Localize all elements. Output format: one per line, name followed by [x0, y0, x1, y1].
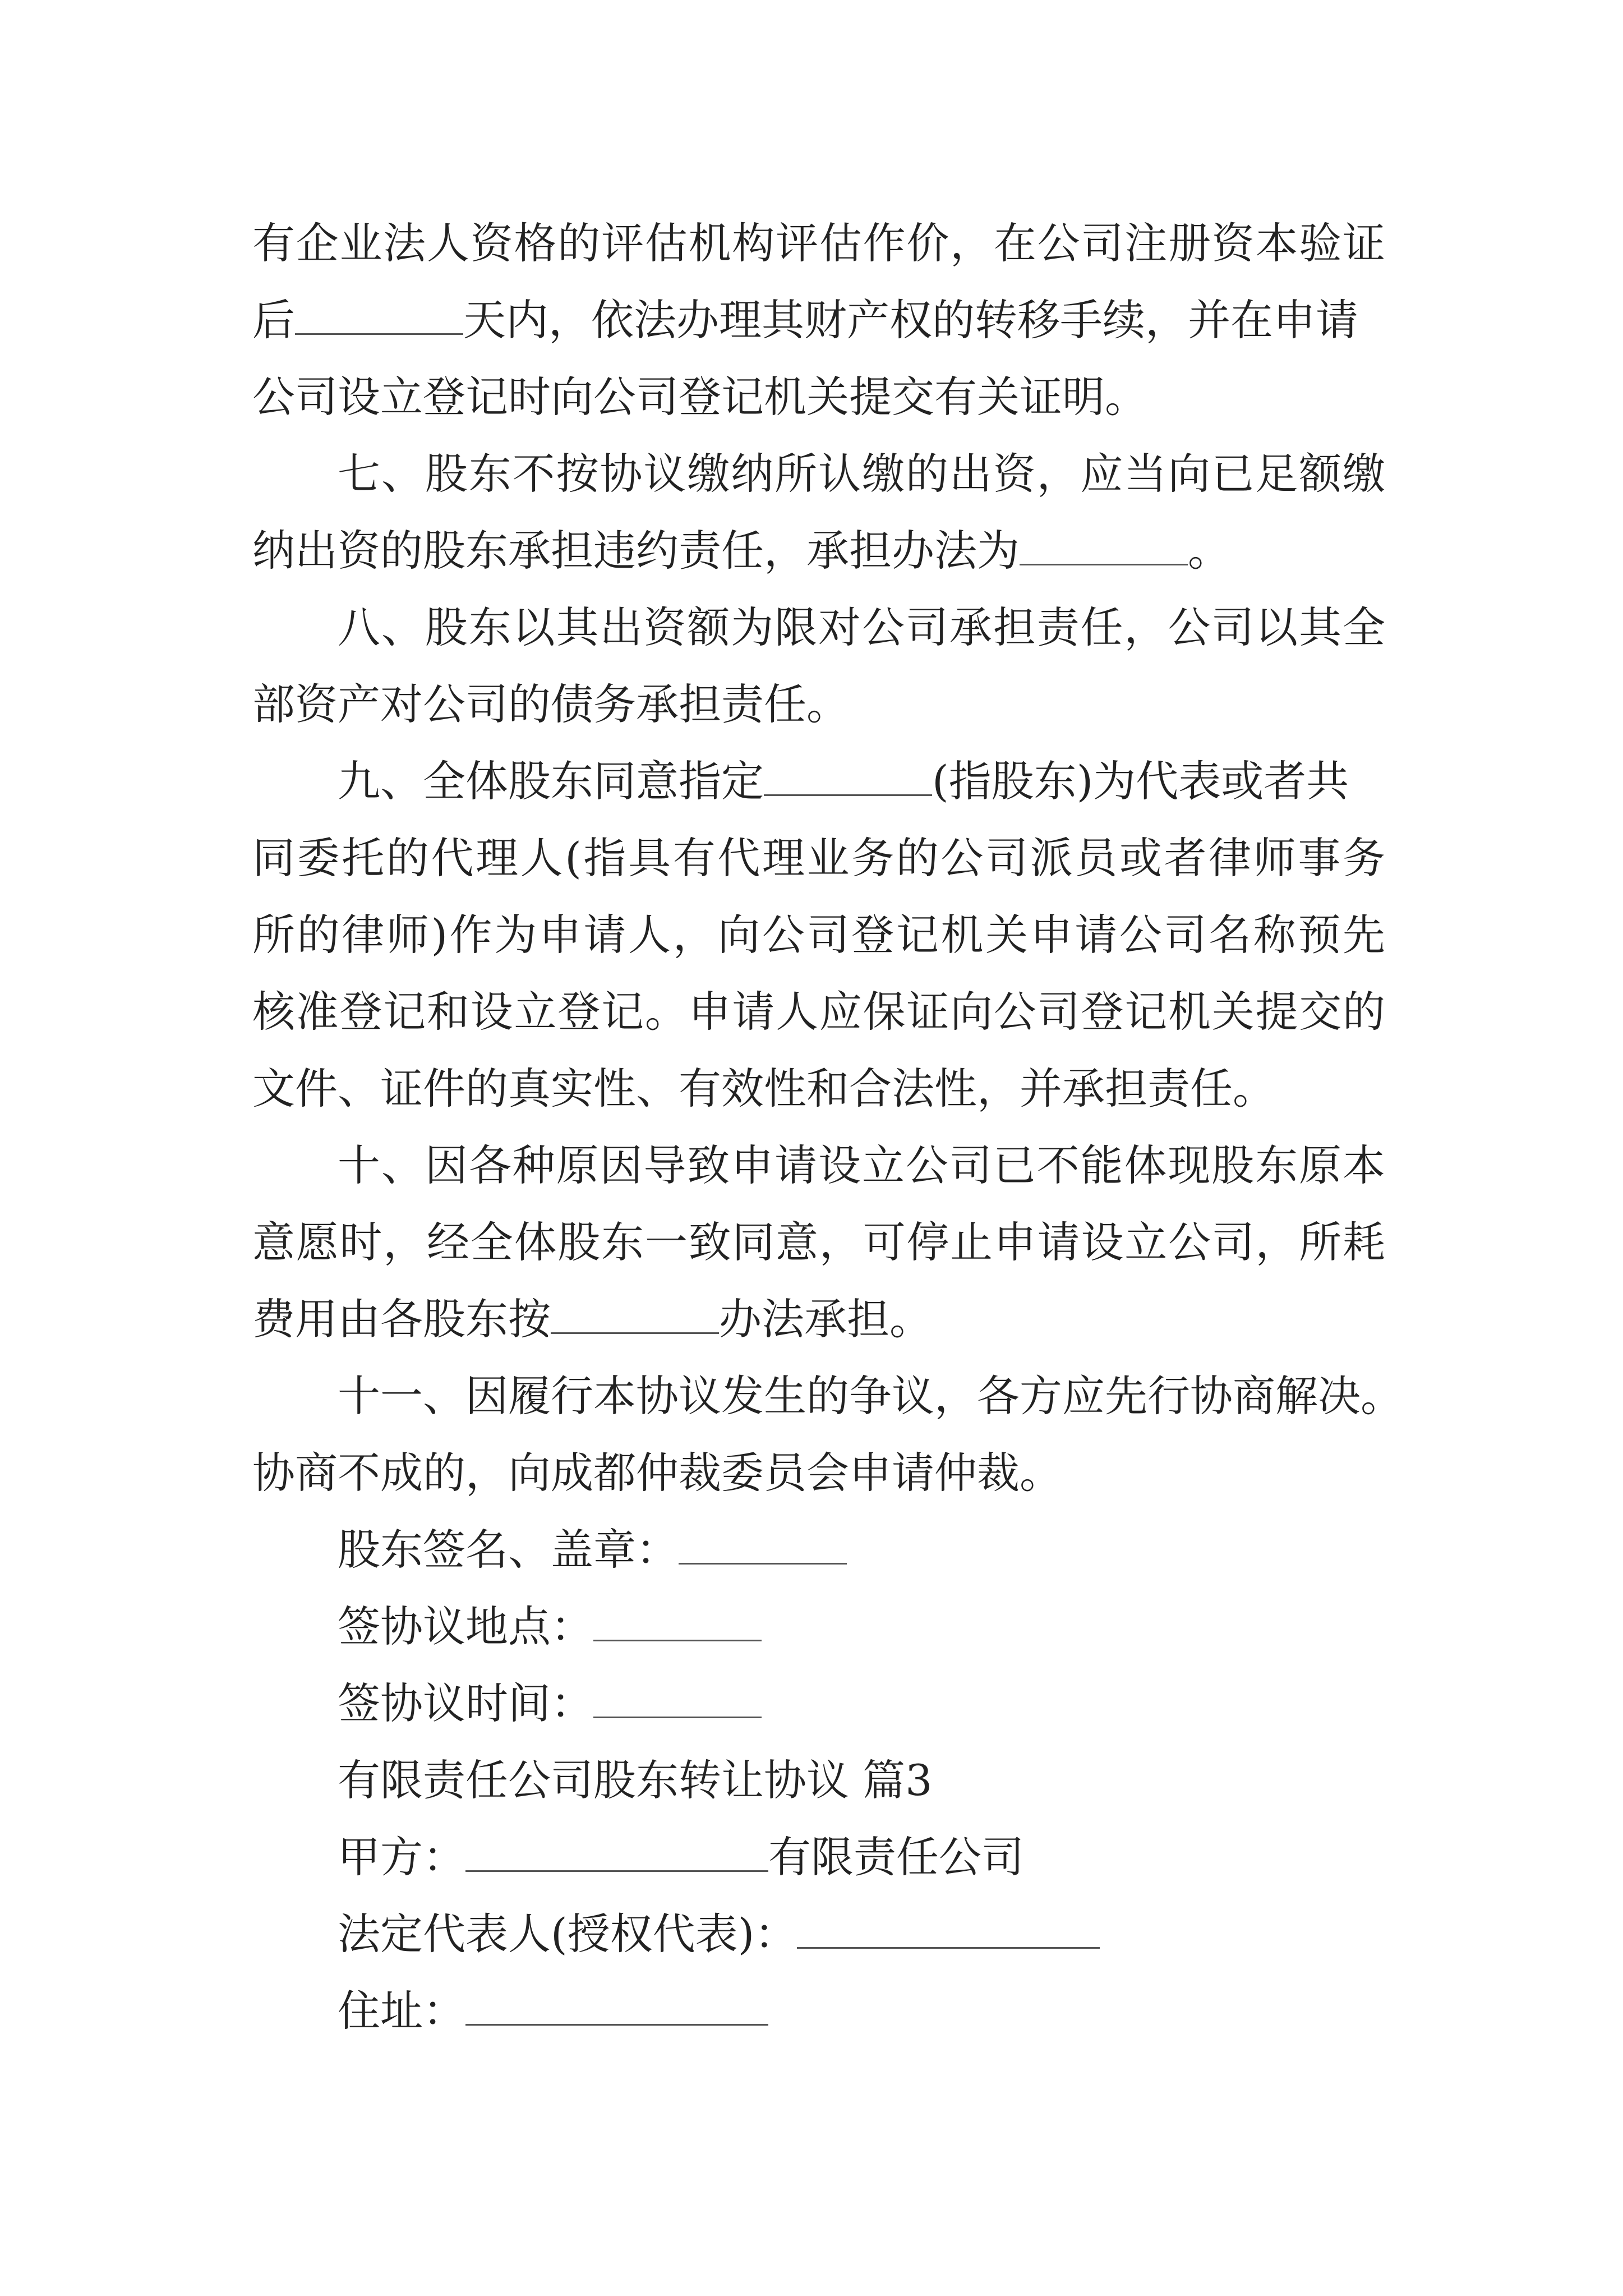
signing-place-line [252, 1588, 1385, 1665]
text-line [252, 1050, 1385, 1127]
line-text: 有限责任公司 [768, 1832, 1024, 1882]
text-line [252, 282, 1385, 358]
line-text: 八、股东以其出资额为限对公司承担责任，公司以其全 [338, 602, 1385, 652]
line-text: 协商不成的，向成都仲裁委员会申请仲裁。 [252, 1448, 1062, 1498]
address-line [252, 1972, 1385, 2049]
line-text: 天内，依法办理其财产权的转移手续，并在申请 [463, 295, 1358, 345]
clause-8-start [252, 589, 1385, 666]
clause-7-start [252, 435, 1385, 512]
blank-field-method [1020, 530, 1188, 565]
line-text: 纳出资的股东承担违约责任，承担办法为 [252, 526, 1020, 576]
text-line [252, 896, 1385, 973]
text-line [252, 1434, 1385, 1511]
line-text: 七、股东不按协议缴纳所认缴的出资，应当向已足额缴 [338, 449, 1385, 499]
blank-field-days [295, 300, 463, 335]
line-text: 部资产对公司的债务承担责任。 [252, 679, 849, 729]
text-line [252, 666, 1385, 743]
signature-line [252, 1511, 1385, 1588]
line-text: 文件、证件的真实性、有效性和合法性，并承担责任。 [252, 1064, 1275, 1114]
blank-field-address [465, 1990, 768, 2026]
party-a-line [252, 1819, 1385, 1895]
line-text: 公司设立登记时向公司登记机关提交有关证明。 [252, 372, 1147, 422]
line-text: 签协议时间： [338, 1678, 593, 1728]
line-text: 九、全体股东同意指定 [338, 756, 764, 806]
line-text: 意愿时，经全体股东一致同意，可停止申请设立公司，所耗 [252, 1217, 1385, 1267]
line-text: 股东签名、盖章： [338, 1525, 679, 1575]
blank-field-signature [679, 1529, 847, 1565]
blank-field-place [593, 1606, 762, 1641]
section-heading [252, 1742, 1385, 1819]
clause-10-start [252, 1127, 1385, 1204]
blank-field-date [593, 1683, 762, 1718]
line-text: 。 [1188, 526, 1230, 576]
legal-rep-line [252, 1895, 1385, 1972]
text-line [252, 512, 1385, 589]
blank-field-legal-rep [797, 1913, 1100, 1949]
clause-11-start [252, 1358, 1403, 1434]
line-text: 法定代表人(授权代表)： [338, 1909, 797, 1959]
blank-field-party-a [465, 1837, 768, 1872]
text-line [252, 973, 1385, 1050]
text-line [252, 358, 1385, 435]
line-text: 办法承担。 [719, 1294, 932, 1344]
line-text: (指股东)为代表或者共 [932, 756, 1349, 806]
text-line [252, 1281, 1385, 1358]
blank-field-cost-method [551, 1299, 719, 1334]
text-line [252, 205, 1385, 282]
blank-field-shareholder [764, 761, 932, 796]
line-text: 签协议地点： [338, 1602, 593, 1651]
line-text: 有企业法人资格的评估机构评估作价，在公司注册资本验证 [252, 218, 1385, 268]
line-text: 有限责任公司股东转让协议 篇3 [338, 1755, 933, 1805]
line-text: 同委托的代理人(指具有代理业务的公司派员或者律师事务 [252, 833, 1385, 883]
line-text: 十一、因履行本协议发生的争议，各方应先行协商解决。 [338, 1371, 1403, 1421]
line-text: 后 [252, 295, 295, 345]
text-line [252, 1204, 1385, 1281]
line-text: 甲方： [338, 1832, 465, 1882]
agreement-text [252, 205, 1403, 2049]
clause-9-start [252, 743, 1385, 820]
line-text: 住址： [338, 1986, 465, 2036]
line-text: 核准登记和设立登记。申请人应保证向公司登记机关提交的 [252, 987, 1385, 1037]
line-text: 十、因各种原因导致申请设立公司已不能体现股东原本 [338, 1140, 1385, 1190]
text-line [252, 820, 1385, 896]
line-text: 费用由各股东按 [252, 1294, 551, 1344]
signing-date-line [252, 1665, 1385, 1742]
line-text: 所的律师)作为申请人，向公司登记机关申请公司名称预先 [252, 910, 1385, 960]
